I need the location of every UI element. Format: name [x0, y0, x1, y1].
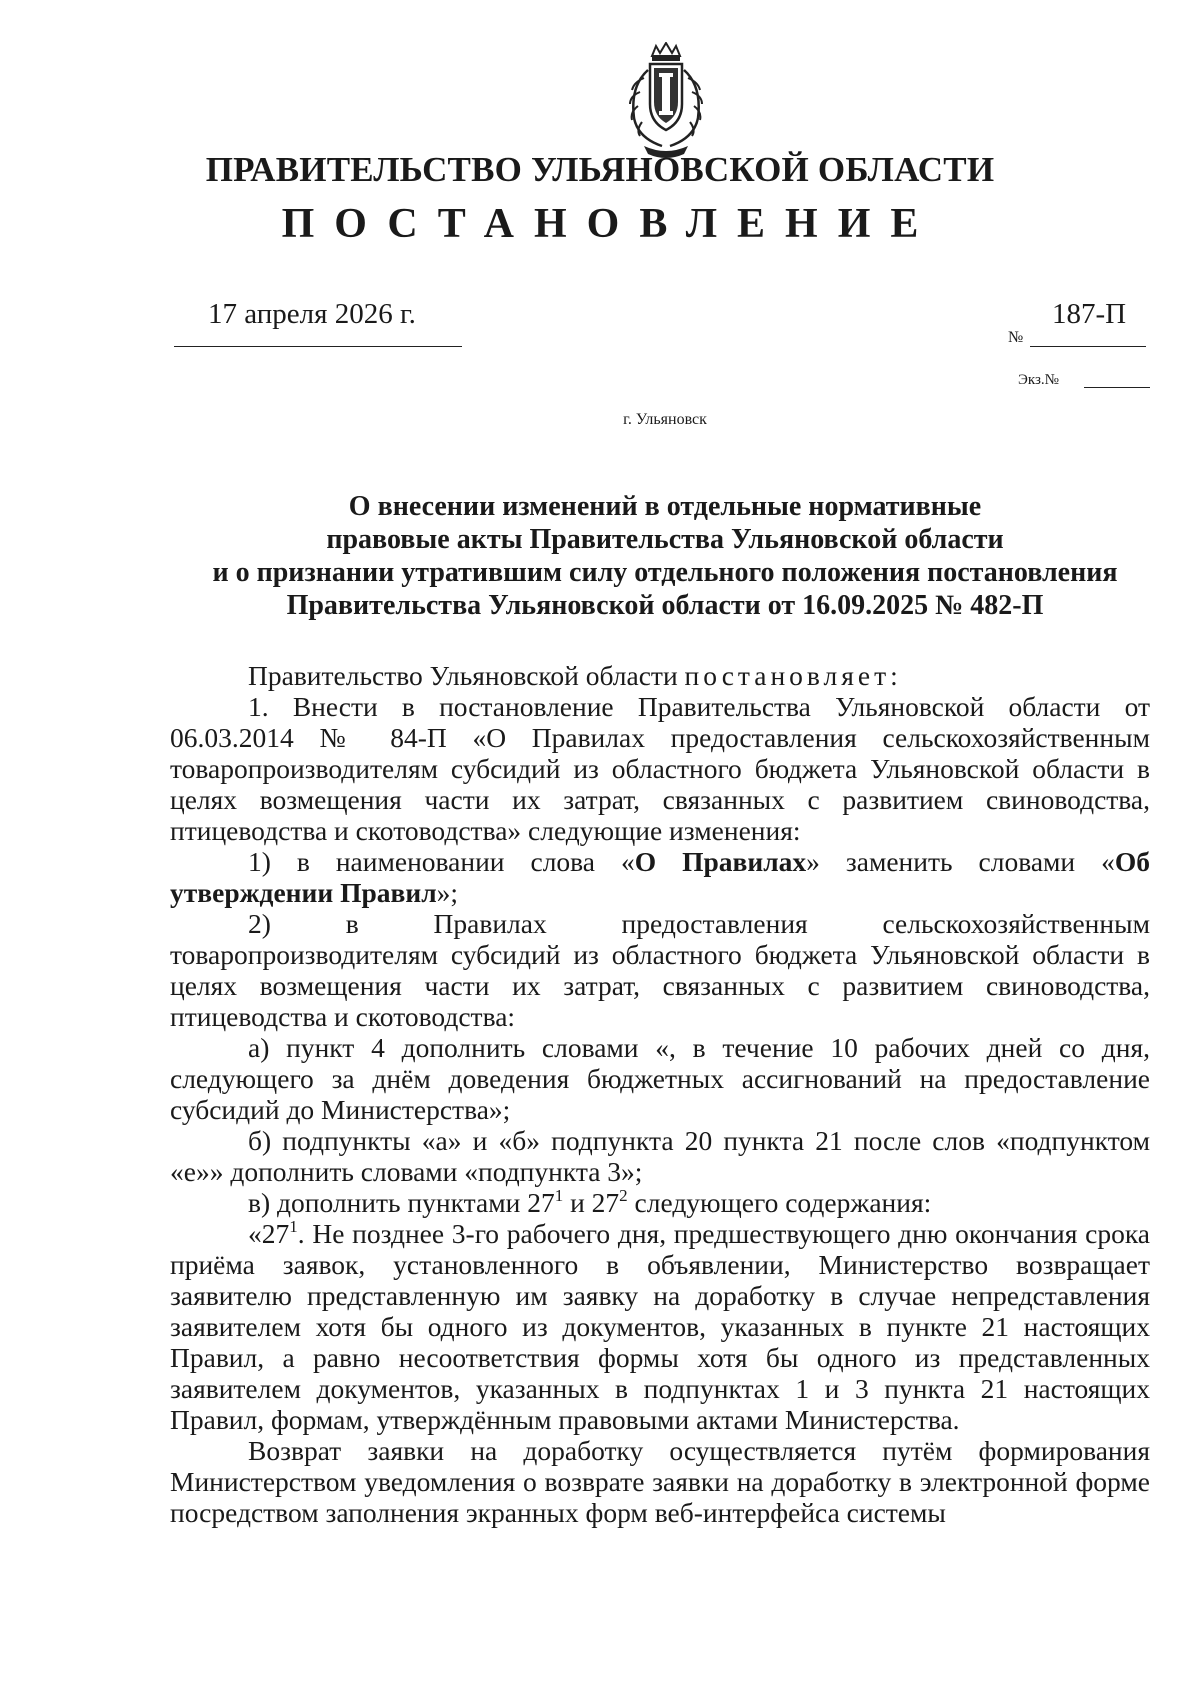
text-run: «27 — [248, 1218, 290, 1249]
coat-of-arms-icon — [622, 42, 710, 162]
text-run: и 27 — [563, 1187, 620, 1218]
paragraph-return: Возврат заявки на доработку осуществляется путём формирования Министерством уведомления о возврате заявки на доработку в электронной форме посредством заполнения экранных форм веб-интерфейса системы — [170, 1435, 1150, 1528]
document-date: 17 апреля 2026 г. — [208, 298, 416, 330]
text-run: »; — [436, 877, 459, 908]
coat-of-arms-emblem — [622, 42, 710, 162]
paragraph-1-2: 2) в Правилах предоставления сельскохозяйственным товаропроизводителям субсидий из областного бюджета Ульяновской области в целях возмещения части их затрат, связанных с развитием свиноводства, птицеводства и скотоводства: — [170, 908, 1150, 1032]
paragraph-27-1 — [170, 1218, 1150, 1435]
number-sign-label: № — [1008, 329, 1024, 346]
preamble-verb: постановляет: — [684, 660, 902, 691]
text-run: в) дополнить пунктами 27 — [248, 1187, 555, 1218]
city-label: г. Ульяновск — [623, 411, 707, 428]
subject-line: Правительства Ульяновской области от 16.09.2025 № 482-П — [286, 590, 1044, 621]
paragraph-1-1 — [170, 846, 1150, 908]
preamble-paragraph — [170, 660, 1150, 691]
subject-line: и о признании утратившим силу отдельного положения постановления — [212, 557, 1118, 588]
text-run: . Не позднее 3-го рабочего дня, предшествующего дню окончания срока приёма заявок, установленного в объявлении, Министерство возвращает заявителю представленную им заявку на доработку в случае непредставления заявителем хотя бы одного из документов, указанных в пункте 21 настоящих Правил, а равно несоответствия формы хотя бы одного из представленных заявителем документов, указанных в подпунктах 1 и 3 пункта 21 настоящих Правил, формам, утверждённым правовыми актами Министерства. — [170, 1218, 1150, 1435]
government-title: ПРАВИТЕЛЬСТВО УЛЬЯНОВСКОЙ ОБЛАСТИ — [205, 150, 995, 189]
superscript: 1 — [554, 1186, 564, 1205]
superscript: 1 — [289, 1217, 298, 1236]
number-underline — [1030, 346, 1146, 347]
document-number: 187-П — [1052, 298, 1127, 330]
copy-number-underline — [1084, 387, 1150, 388]
subject-line: правовые акты Правительства Ульяновской области — [326, 524, 1004, 555]
subject-line: О внесении изменений в отдельные нормативные — [348, 491, 982, 522]
text-run: 1) в наименовании слова « — [248, 846, 635, 877]
bold-run: О Правилах — [634, 846, 807, 877]
paragraph-a: а) пункт 4 дополнить словами «, в течение 10 рабочих дней со дня, следующего за днём доведения бюджетных ассигнований на предоставление субсидий до Министерства»; — [170, 1032, 1150, 1125]
paragraph-1: 1. Внести в постановление Правительства Ульяновской области от 06.03.2014 № 84-П «О Правилах предоставления сельскохозяйственным товаропроизводителям субсидий из областного бюджета Ульяновской области в целях возмещения части их затрат, связанных с развитием свиноводства, птицеводства и скотоводства» следующие изменения: — [170, 691, 1150, 846]
document-body — [170, 660, 1150, 1528]
preamble-text: Правительство Ульяновской области — [248, 660, 685, 691]
paragraph-b: б) подпункты «а» и «б» подпункта 20 пункта 21 после слов «подпунктом «е»» дополнить словами «подпункта 3»; — [170, 1125, 1150, 1187]
superscript: 2 — [619, 1186, 628, 1205]
paragraph-c — [170, 1187, 1150, 1218]
document-subject — [190, 490, 1140, 622]
text-run: » заменить словами « — [806, 846, 1115, 877]
bold-run: Об утверждении Правил — [170, 846, 1151, 908]
copy-number-label: Экз.№ — [1018, 372, 1059, 388]
document-kind-title: ПОСТАНОВЛЕНИЕ — [281, 201, 939, 247]
text-run: следующего содержания: — [627, 1187, 932, 1218]
date-underline — [174, 346, 462, 347]
